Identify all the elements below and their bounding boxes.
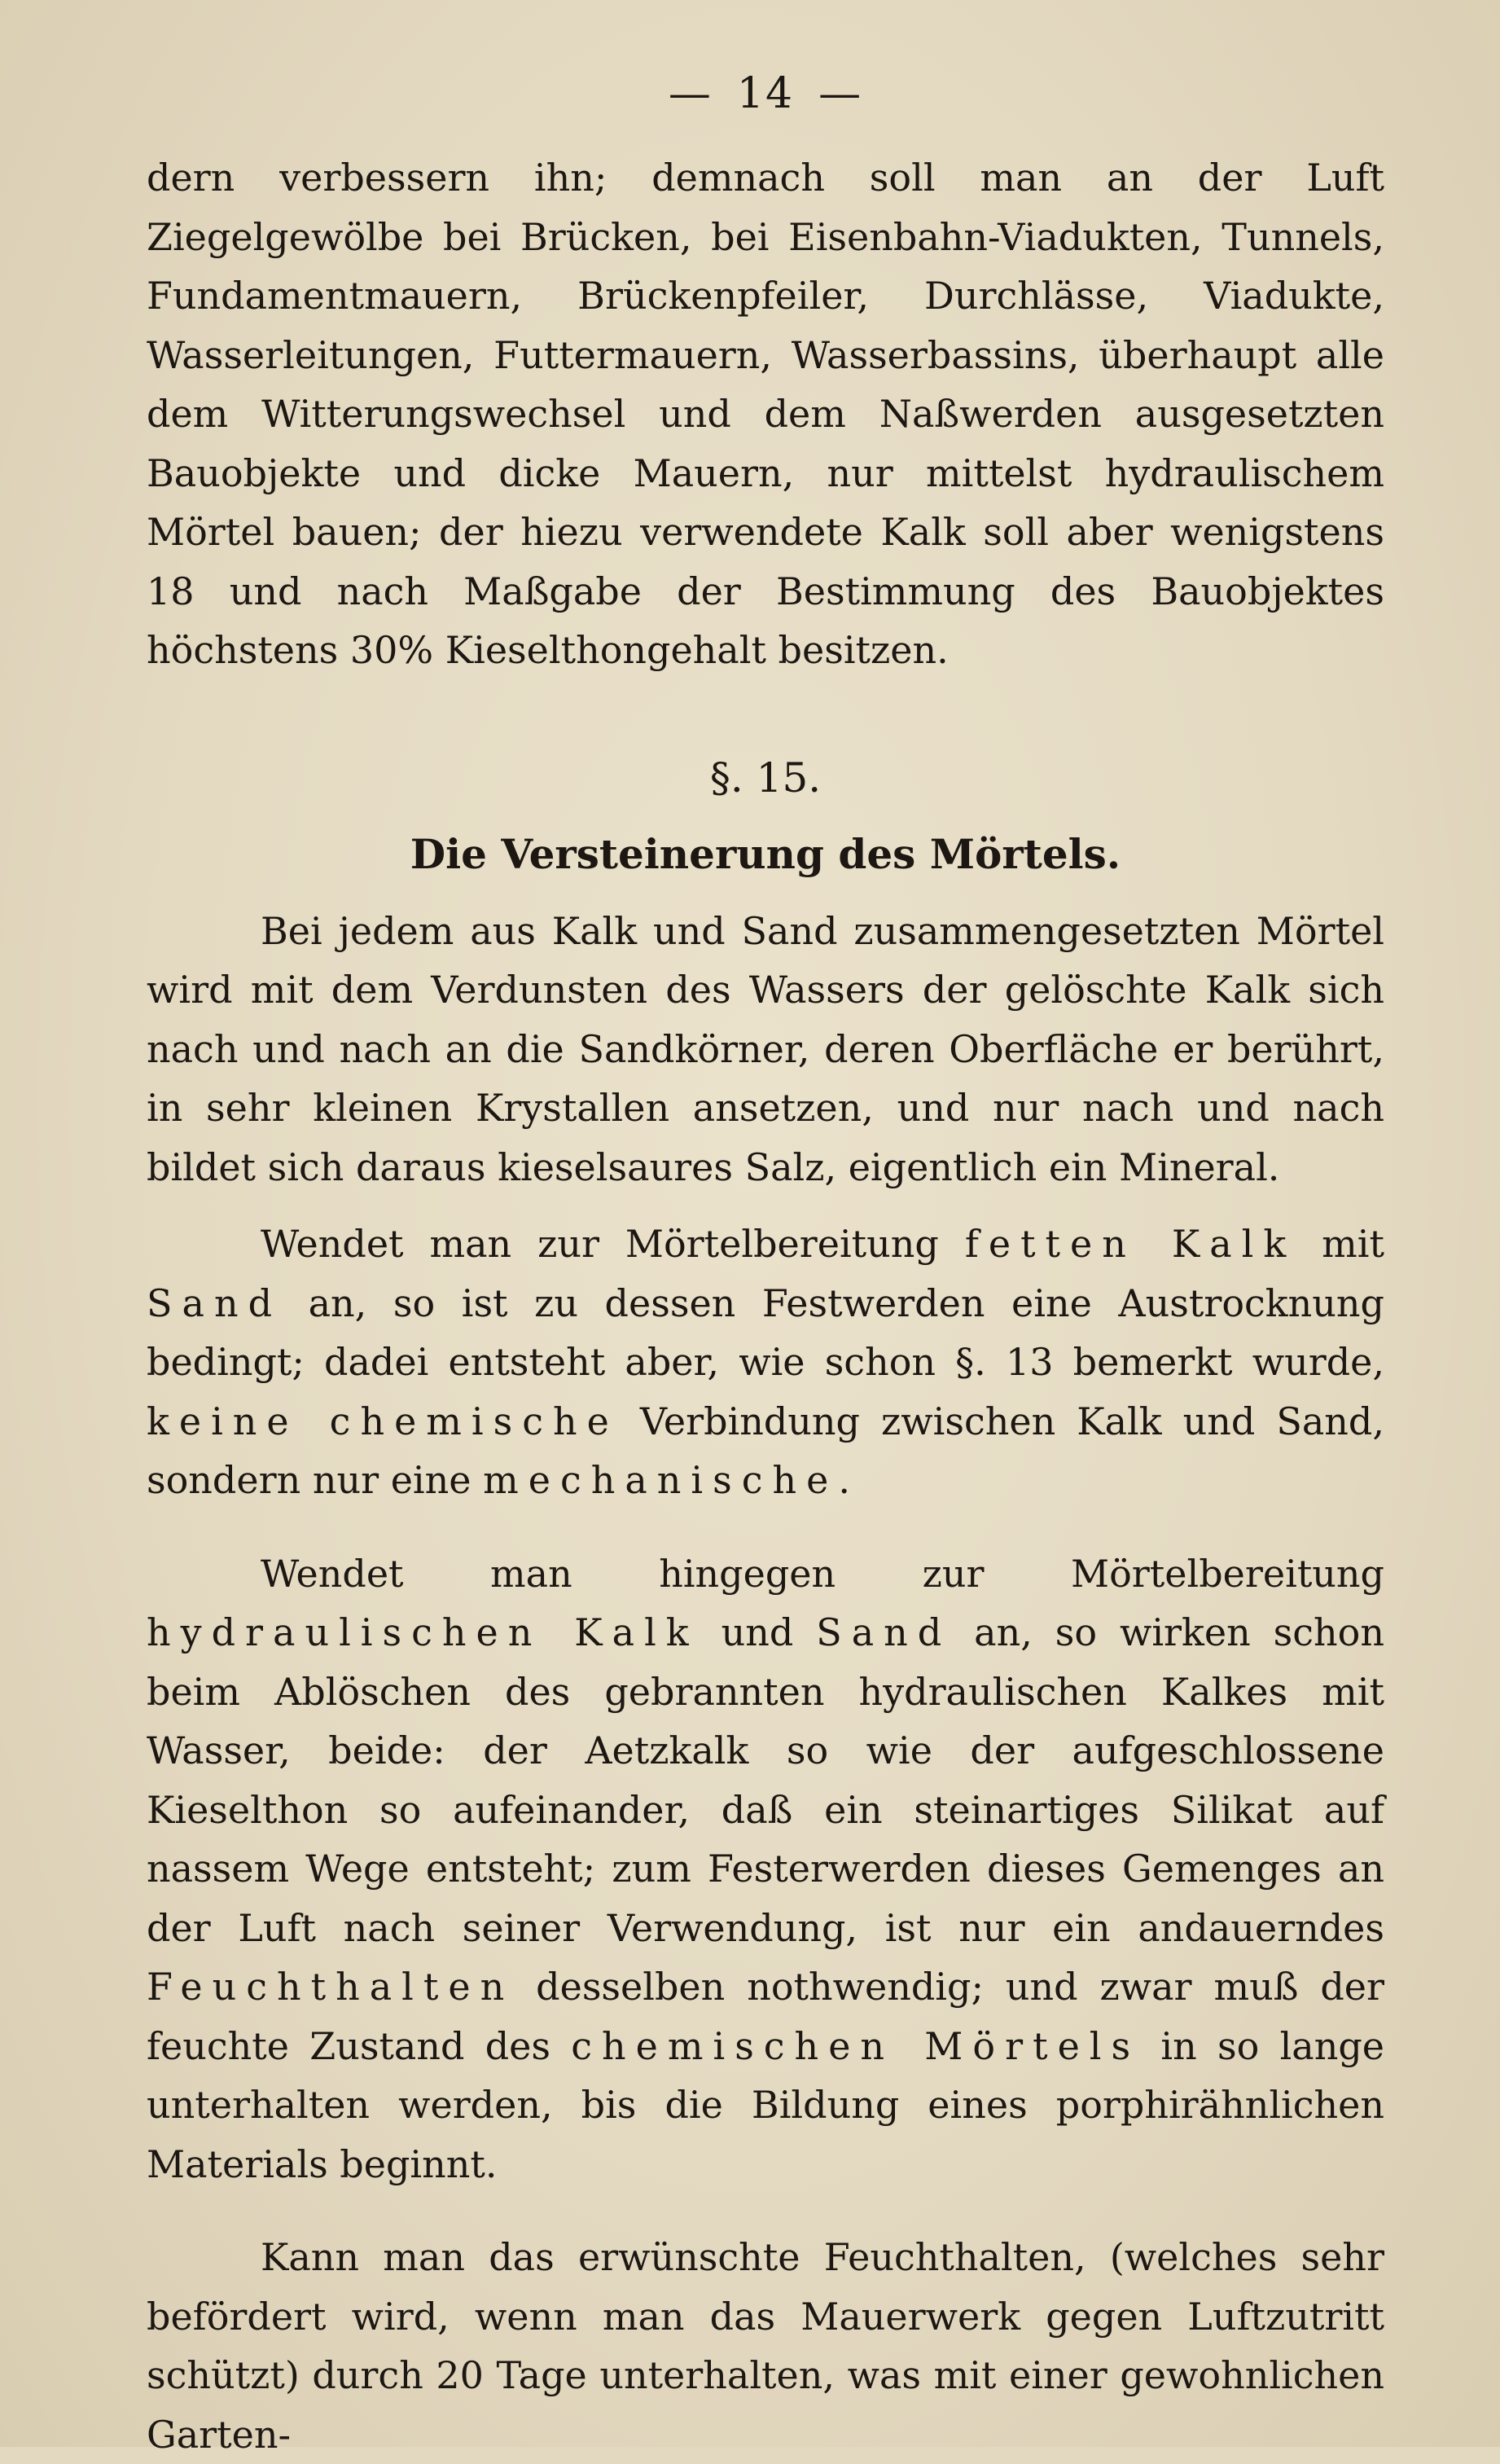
paragraph-mortar-drying: Bei jedem aus Kalk und Sand zusammengesetzten Mörtel wird mit dem Verdunsten des Wassers der gelöschte Kalk sich nach und nach an die Sandkörner, deren Oberfläche er berührt, in sehr kleinen Krystallen ansetzen, und nur nach und nach bildet sich daraus kieselsaures Salz, eigentlich ein Mineral. [147,908,1384,1189]
paragraph-continued: dern verbessern ihn; demnach soll man an der Luft Ziegelgewölbe bei Brücken, bei Eisenbahn-Viadukten, Tunnels, Fundamentmauern, Brückenpfeiler, Durchlässe, Viadukte, Wasserleitungen, Futtermauern, Wasserbassins, überhaupt alle dem Witterungswechsel und dem Naßwerden ausgesetzten Bauobjekte und dicke Mauern, nur mittelst hydraulischem Mörtel bauen; der hiezu verwendete Kalk soll aber wenigstens 18 und nach Maßgabe der Bestimmung des Bauobjektes höchstens 30% Kieselthongehalt besitzen. [147,156,1384,672]
text-run: in so lange unterhalten werden, bis die Bildung eines porphirähnlichen Materials beginnt. [147,2023,1385,2186]
paragraph-hydraulic-lime [147,1544,1384,2194]
header-dash-left: — [668,69,713,118]
text-run: Wendet man hingegen zur Mörtelbereitung [261,1551,1384,1596]
text-run: desselben nothwendig; und zwar muß der feuchte Zustand des [147,1965,1384,2068]
spaced-emphasis: Sand [147,1280,283,1325]
spaced-emphasis: fetten Kalk [964,1222,1296,1266]
paragraph-fat-lime [147,1214,1384,1510]
header-dash-right: — [818,69,863,118]
text-run: . [838,1458,850,1502]
text-run: Verbindung zwischen Kalk und Sand, sondern nur eine [147,1399,1384,1502]
page-number-header [147,57,1384,130]
section-number: §. 15. [709,753,822,802]
page-content [147,57,1384,2464]
spaced-emphasis: Feuchthalten [147,1965,515,2009]
spaced-emphasis: chemischen Mörtels [571,2023,1141,2068]
text-run: an, so ist zu dessen Festwerden eine Austrocknung bedingt; dadei entsteht aber, wie schon §. 13 bemerkt wurde, [147,1280,1384,1384]
text-run: an, so wirken schon beim Ablöschen des gebrannten hydraulischen Kalkes mit Wasser, beide: der Aetzkalk so wie der aufgeschlossene Kieselthon so aufeinander, daß ein steinartiges Silikat auf nassem Wege entsteht; zum Festerwerden dieses Gemenges an der Luft nach seiner Verwendung, ist nur ein andauerndes [147,1610,1384,1950]
paragraph-moisture: Kann man das erwünschte Feuchthalten, (welches sehr befördert wird, wenn man das Mauerwerk gegen Luftzutritt schützt) durch 20 Tage unterhalten, was mit einer gewohnlichen Garten- [147,2235,1384,2457]
spaced-emphasis: hydraulischen Kalk [147,1610,699,1654]
text-run: mit [1296,1222,1384,1266]
spaced-emphasis: keine chemische [147,1399,619,1443]
spaced-emphasis: mechanische [483,1458,839,1502]
page-number: 14 [736,69,795,118]
text-run: und [698,1610,817,1654]
text-run: Wendet man zur Mörtelbereitung [261,1222,965,1266]
spaced-emphasis: Sand [816,1610,952,1654]
section-title: Die Versteinerung des Mörtels. [410,829,1121,878]
